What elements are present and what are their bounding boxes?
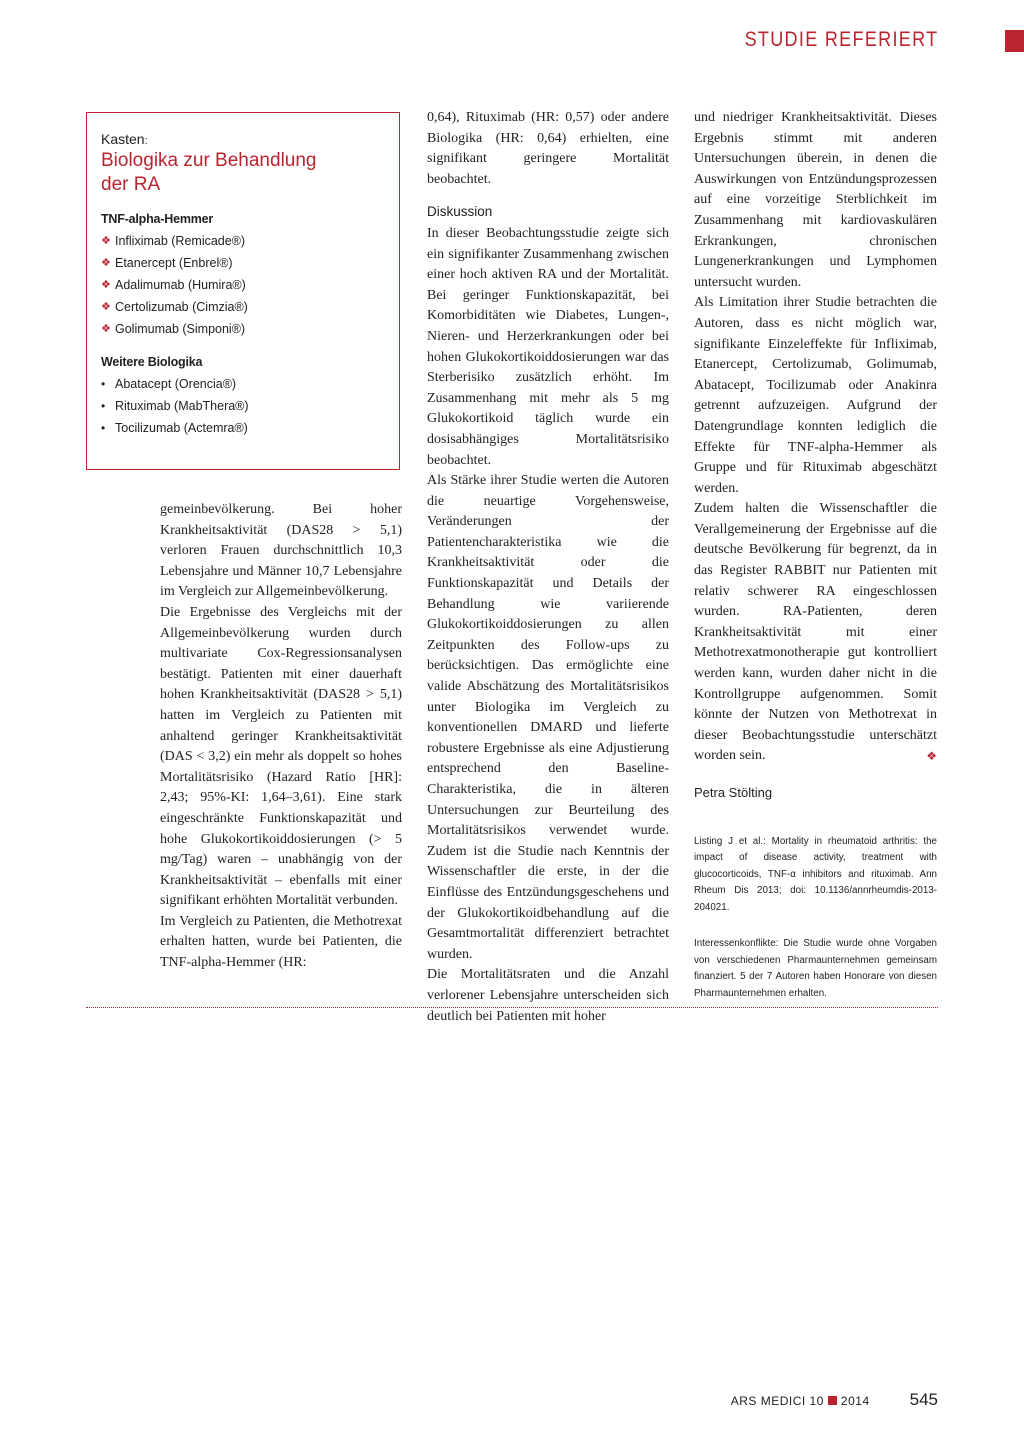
list-item: • Tocilizumab (Actemra®) (101, 417, 385, 439)
end-mark-icon: ❖ (926, 749, 937, 764)
issue-year: 2014 (840, 1394, 870, 1408)
paragraph: 0,64), Rituximab (HR: 0,57) oder andere Biologika (HR: 0,64) erhielten, eine signifikant geringere Mortalität beobachtet. (427, 110, 669, 187)
author: Petra Stölting (694, 785, 773, 800)
paragraph: In dieser Beobachtungsstudie zeigte sich ein signifikanter Zusammenhang zwischen einer hoch aktiven RA und der Mortalität. Bei geringer Funktionskapazität, bei Komorbiditäten wie Diabetes, Lungen-, Nieren- und Herzerkrankungen oder bei hohen Glukokortikoiddosierungen war das Sterberisiko zusätzlich erhöht. Im Zusammenhang mit mehr als 5 mg Glukokortikoid täglich wurde ein dosisabhängiges Mortalitätsrisiko beobachtet. (427, 225, 669, 468)
bullet-icon: • (101, 377, 106, 391)
diamond-bullet-icon: ❖ (101, 301, 111, 313)
column-3 (694, 108, 937, 1002)
other-list (101, 373, 385, 439)
journal-name: ARS MEDICI 10 (730, 1394, 824, 1408)
column-2 (427, 108, 669, 1027)
box-label: Kasten: (101, 131, 148, 147)
diamond-bullet-icon: ❖ (101, 235, 111, 247)
footer (731, 1390, 938, 1410)
list-item: ❖ Etanercept (Enbrel®) (101, 252, 385, 274)
section-heading: Diskussion (427, 204, 493, 220)
divider (86, 1007, 938, 1008)
paragraph: Die Mortalitätsraten und die Anzahl verlorener Lebensjahre unterscheiden sich deutlich bei Patienten mit hoher (427, 967, 669, 1024)
column-1 (160, 500, 402, 974)
paragraph: Im Vergleich zu Patienten, die Methotrexat erhalten hatten, wurde bei Patienten, die TNF-alpha-Hemmer (HR: (160, 913, 402, 971)
paragraph: Als Limitation ihrer Studie betrachten die Autoren, dass es nicht möglich war, signifikante Einzeleffekte für Infliximab, Etanercept, Certolizumab, Golimumab, Abatacept, Tocilizumab oder Anakinra getrennt aufzuzeigen. Aufgrund der Datengrundlage konnten lediglich die Effekte für TNF-alpha-Hemmer als Gruppe und für Rituximab abgeschätzt werden. (694, 295, 937, 496)
paragraph: Zudem halten die Wissenschaftler die Verallgemeinerung der Ergebnisse auf die deutsche Bevölkerung für begrenzt, da in das Register RABBIT nur Patienten mit relativ schwerer RA eingeschlossen wurden. RA-Patienten, deren Krankheitsaktivität mit einer Methotrexatmonotherapie gut kontrolliert werden kann, wurden daher nicht in die Kontrollgruppe aufgenommen. Somit könnte der Nutzen von Methotrexat in dieser Beobachtungsstudie unterschätzt worden sein. ❖ (694, 499, 937, 767)
box-section-other: Weitere Biologika (101, 355, 203, 369)
section-marker (1005, 30, 1024, 52)
paragraph: Als Stärke ihrer Studie werten die Autoren die neuartige Vorgehensweise, Veränderungen der Patientencharakteristika wie die Krankheitsaktivität oder die Funktionskapazität und Details der Behandlung wie variierende Glukokortikoiddosierungen zu allen Zeitpunkten des Follow-ups zu berücksichtigen. Das ermöglichte eine valide Abschätzung des Mortalitätsrisikos unter Biologika im Vergleich zu konventionellen DMARD und lieferte robustere Ergebnisse als eine Adjustierung entsprechend den Baseline-Charakteristika, die in älteren Untersuchungen zur Beurteilung des Mortalitätsrisikos verwendet wurde. Zudem ist die Studie nach Kenntnis der Wissenschaftler die erste, in der die Einflüsse des Entzündungsgeschehens und der Glukokortikoidbehandlung auf die Gesamtmortalität differenziert betrachtet wurden. (427, 473, 669, 962)
footer-square-icon (828, 1396, 837, 1405)
list-item: • Rituximab (MabThera®) (101, 395, 385, 417)
list-item: ❖ Adalimumab (Humira®) (101, 274, 385, 296)
list-item: ❖ Certolizumab (Cimzia®) (101, 296, 385, 318)
list-item: ❖ Infliximab (Remicade®) (101, 230, 385, 252)
info-box (86, 112, 400, 470)
reference: Listing J et al.: Mortality in rheumatoid arthritis: the impact of disease activity, treatment with glucocorticoids, TNF-α inhibitors and rituximab. Ann Rheum Dis 2013; doi: 10.1136/annrheumdis-2013-204021. (694, 835, 937, 913)
section-title: STUDIE REFERIERT (744, 28, 938, 51)
box-section-tnf: TNF-alpha-Hemmer (101, 212, 214, 226)
page-number: 545 (909, 1390, 938, 1409)
list-item: ❖ Golimumab (Simponi®) (101, 318, 385, 340)
bullet-icon: • (101, 421, 106, 435)
list-item: • Abatacept (Orencia®) (101, 373, 385, 395)
diamond-bullet-icon: ❖ (101, 279, 111, 291)
box-title: Biologika zur Behandlung der RA (101, 150, 317, 195)
tnf-list (101, 230, 385, 340)
diamond-bullet-icon: ❖ (101, 323, 111, 335)
conflicts-note: Interessenkonflikte: Die Studie wurde ohne Vorgaben von verschiedenen Pharmaunternehmen gemeinsam finanziert. 5 der 7 Autoren haben Honorare von diesen Pharmaunternehmen erhalten. (694, 938, 937, 999)
paragraph: Die Ergebnisse des Vergleichs mit der Allgemeinbevölkerung wurden durch multivariate Cox-Regressionsanalysen bestätigt. Patienten mit einer dauerhaft hohen Krankheitsaktivität (DAS28 > 5,1) hatten im Vergleich zu Patienten mit anhaltend geringer Krankheitsaktivität (DAS < 3,2) ein mehr als doppelt so hohes Mortalitätsrisiko (Hazard Ratio [HR]: 2,43; 95%-KI: 1,64–3,61). Eine stark eingeschränkte Funktionskapazität und hohe Glukokortikoiddosierungen (> 5 mg/Tag) waren – unabhängig von der Krankheitsaktivität – ebenfalls mit einer signifikant erhöhten Mortalität verbunden. (160, 604, 402, 909)
paragraph: gemeinbevölkerung. Bei hoher Krankheitsaktivität (DAS28 > 5,1) verloren Frauen durchschnittlich 10,3 Lebensjahre und Männer 10,7 Lebensjahre im Vergleich zur Allgemeinbevölkerung. (160, 502, 402, 600)
diamond-bullet-icon: ❖ (101, 257, 111, 269)
bullet-icon: • (101, 399, 106, 413)
paragraph: und niedriger Krankheitsaktivität. Dieses Ergebnis stimmt mit anderen Untersuchungen überein, in denen die Auswirkungen von Entzündungsprozessen auf eine vorzeitige Sterblichkeit im Zusammenhang mit kardiovaskulären Erkrankungen, chronischen Lungenerkrankungen und Lymphomen untersucht wurden. (694, 110, 937, 290)
